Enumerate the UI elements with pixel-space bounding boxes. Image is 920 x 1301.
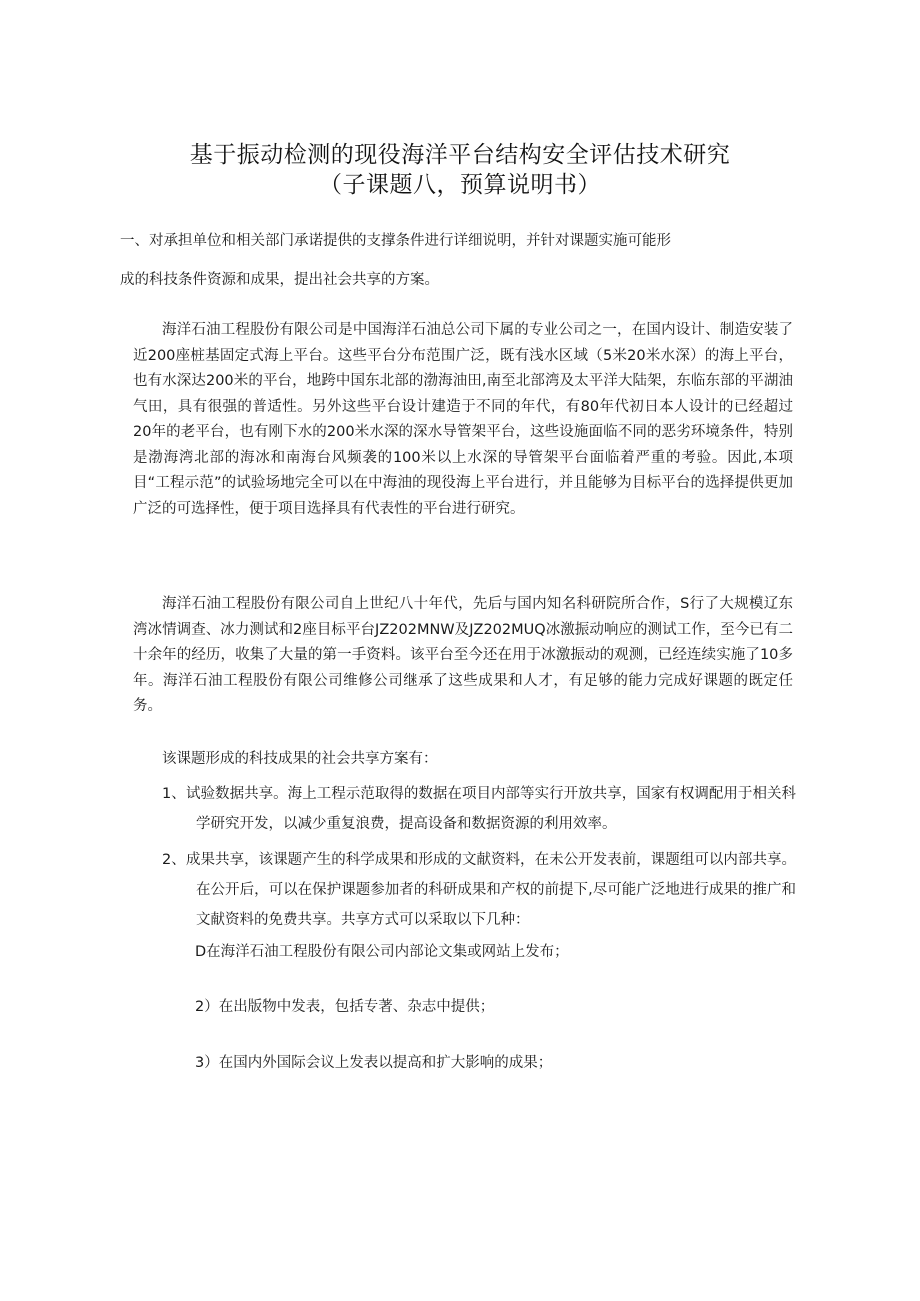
list-item-number: 1、 — [162, 786, 186, 802]
section-heading-line1: 一、对承担单位和相关部门承诺提供的支撑条件进行详细说明，并针对课题实施可能形 — [120, 233, 671, 249]
sub-item: 3）在国内外国际会议上发表以提高和扩大影响的成果； — [195, 1055, 553, 1071]
paragraph-company-platforms: 海洋石油工程股份有限公司是中国海洋石油总公司下属的专业公司之一，在国内设计、制造安装了近200座桩基固定式海上平台。这些平台分布范围广泛，既有浅水区域（5米20米水深）的海上平台，也有水深达200米的平台，地跨中国东北部的渤海油田,南至北部湾及太平洋大陆架，东临东部的平湖油气田，具有很强的普适性。另外这些平台设计建造于不同的年代，有80年代初日本人设计的已经超过20年的老平台，也有刚下水的200米水深的深水导管架平台，这些设施面临不同的恶劣环境条件，特别是渤海湾北部的海冰和南海台风频袭的100米以上水深的导管架平台面临着严重的考验。因此,本项目“工程示范”的试验场地完全可以在中海油的现役海上平台进行，并且能够为目标平台的选择提供更加广泛的可选择性，便于项目选择具有代表性的平台进行研究。 — [133, 322, 793, 517]
list-item — [162, 779, 796, 839]
sub-item: D在海洋石油工程股份有限公司内部论文集或网站上发布； — [195, 944, 569, 960]
section-heading-line2: 成的科技条件资源和成果，提出社会共享的方案。 — [120, 272, 439, 288]
document-title: 基于振动检测的现役海洋平台结构安全评估技术研究 — [189, 142, 731, 168]
paragraph-research-history: 海洋石油工程股份有限公司自上世纪八十年代，先后与国内知名科研院所合作，S行了大规模辽东湾冰情调查、冰力测试和2座目标平台JZ202MNW及JZ202MUQ冰激振动响应的测试工作，至今已有二十余年的经历，收集了大量的第一手资料。该平台至今还在用于冰激振动的观测，已经连续实施了10多年。海洋石油工程股份有限公司维修公司继承了这些成果和人才，有足够的能力完成好课题的既定任务。 — [133, 596, 793, 714]
sub-item: 2）在出版物中发表，包括专著、杂志中提供； — [195, 999, 495, 1015]
list-item-text: 成果共享，该课题产生的科学成果和形成的文献资料，在未公开发表前，课题组可以内部共享。在公开后，可以在保护课题参加者的科研成果和产权的前提下,尽可能广泛地进行成果的推广和文献资料的免费共享。共享方式可以采取以下几种： — [186, 852, 796, 928]
list-item-text: 试验数据共享。海上工程示范取得的数据在项目内部等实行开放共享，国家有权调配用于相关科学研究开发，以减少重复浪费，提高设备和数据资源的利用效率。 — [186, 786, 796, 832]
document-subtitle: （子课题八，预算说明书） — [319, 172, 601, 198]
list-item — [162, 845, 796, 935]
list-item-number: 2、 — [162, 852, 186, 868]
sharing-intro: 该课题形成的科技成果的社会共享方案有： — [162, 751, 438, 767]
